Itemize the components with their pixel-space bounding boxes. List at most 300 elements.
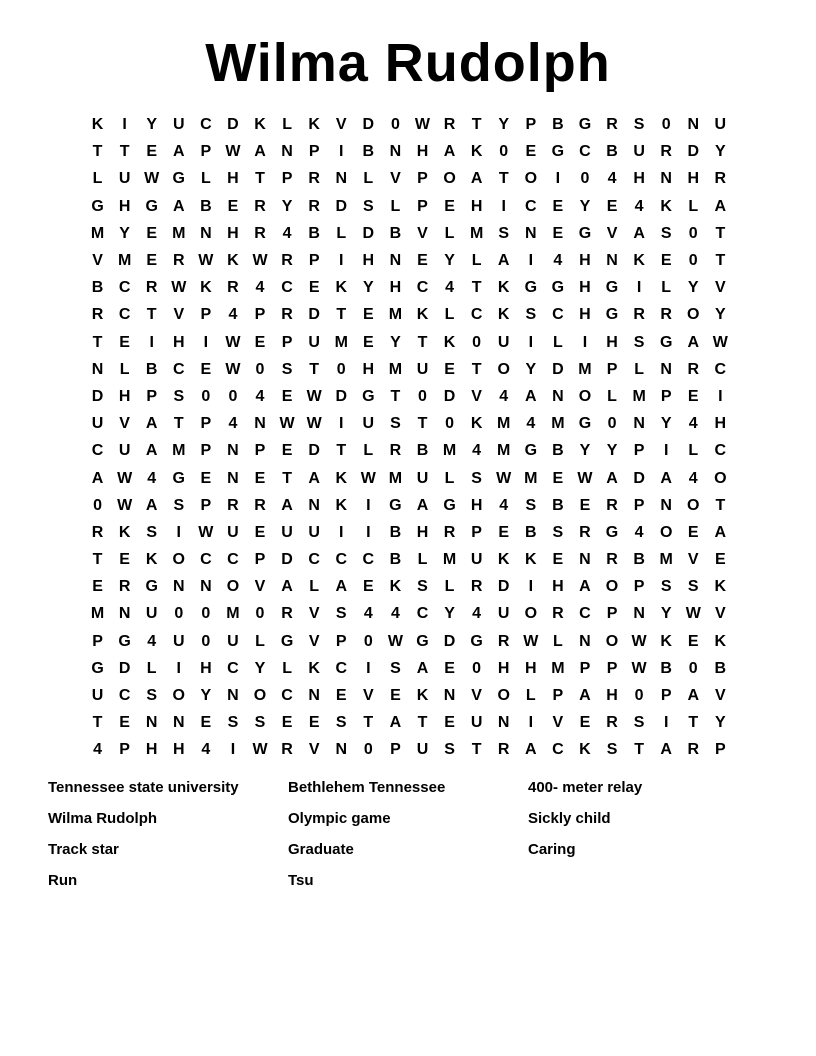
- grid-cell[interactable]: E: [444, 659, 455, 677]
- grid-cell[interactable]: K: [145, 551, 158, 569]
- grid-cell[interactable]: N: [335, 170, 348, 188]
- grid-cell[interactable]: O: [714, 469, 727, 487]
- grid-cell[interactable]: K: [308, 659, 320, 677]
- grid-cell[interactable]: 0: [688, 659, 698, 677]
- grid-cell[interactable]: U: [497, 333, 510, 351]
- grid-cell[interactable]: H: [579, 252, 591, 270]
- grid-cell[interactable]: L: [444, 469, 455, 487]
- grid-cell[interactable]: 0: [688, 252, 698, 270]
- grid-cell[interactable]: I: [339, 523, 344, 541]
- grid-cell[interactable]: 4: [147, 632, 157, 650]
- grid-cell[interactable]: U: [416, 741, 429, 759]
- grid-cell[interactable]: Y: [146, 116, 158, 134]
- grid-cell[interactable]: T: [173, 415, 184, 433]
- grid-cell[interactable]: A: [145, 496, 158, 514]
- grid-cell[interactable]: T: [363, 714, 374, 732]
- grid-cell[interactable]: B: [714, 659, 727, 677]
- grid-cell[interactable]: H: [145, 741, 158, 759]
- grid-cell[interactable]: N: [525, 224, 537, 242]
- grid-cell[interactable]: N: [389, 252, 402, 270]
- grid-cell[interactable]: L: [390, 197, 401, 215]
- grid-cell[interactable]: K: [714, 632, 727, 650]
- grid-cell[interactable]: W: [577, 469, 593, 487]
- grid-cell[interactable]: W: [496, 469, 512, 487]
- grid-cell[interactable]: V: [552, 714, 564, 732]
- grid-cell[interactable]: T: [498, 170, 509, 188]
- grid-cell[interactable]: T: [417, 714, 428, 732]
- grid-cell[interactable]: N: [254, 415, 266, 433]
- grid-cell[interactable]: D: [281, 551, 293, 569]
- grid-cell[interactable]: O: [172, 551, 185, 569]
- grid-cell[interactable]: V: [687, 551, 699, 569]
- grid-cell[interactable]: S: [254, 714, 266, 732]
- grid-cell[interactable]: K: [660, 197, 672, 215]
- grid-cell[interactable]: T: [390, 387, 401, 405]
- grid-cell[interactable]: D: [308, 442, 320, 460]
- grid-cell[interactable]: 0: [580, 170, 590, 188]
- grid-cell[interactable]: G: [362, 387, 375, 405]
- grid-cell[interactable]: C: [416, 605, 429, 623]
- grid-cell[interactable]: S: [173, 387, 185, 405]
- grid-cell[interactable]: M: [90, 605, 105, 623]
- grid-cell[interactable]: H: [579, 279, 591, 297]
- grid-cell[interactable]: E: [146, 252, 158, 270]
- grid-cell[interactable]: D: [552, 360, 564, 378]
- grid-cell[interactable]: R: [227, 279, 239, 297]
- grid-cell[interactable]: R: [660, 143, 672, 161]
- grid-cell[interactable]: M: [442, 551, 457, 569]
- grid-cell[interactable]: I: [528, 252, 534, 270]
- grid-cell[interactable]: N: [497, 714, 510, 732]
- grid-cell[interactable]: K: [254, 116, 266, 134]
- grid-cell[interactable]: 4: [201, 741, 211, 759]
- grid-cell[interactable]: H: [470, 197, 483, 215]
- grid-cell[interactable]: L: [444, 224, 455, 242]
- grid-cell[interactable]: U: [145, 605, 158, 623]
- grid-cell[interactable]: N: [172, 714, 185, 732]
- grid-cell[interactable]: P: [606, 605, 618, 623]
- grid-cell[interactable]: A: [579, 687, 591, 705]
- grid-cell[interactable]: L: [363, 442, 374, 460]
- grid-cell[interactable]: C: [281, 687, 293, 705]
- grid-cell[interactable]: 4: [255, 279, 265, 297]
- grid-cell[interactable]: L: [552, 333, 563, 351]
- grid-cell[interactable]: L: [282, 116, 292, 134]
- grid-cell[interactable]: L: [444, 306, 455, 324]
- grid-cell[interactable]: 0: [174, 605, 184, 623]
- grid-cell[interactable]: S: [335, 605, 347, 623]
- grid-cell[interactable]: S: [390, 659, 401, 677]
- grid-cell[interactable]: E: [200, 714, 212, 732]
- grid-cell[interactable]: Y: [715, 306, 726, 324]
- grid-cell[interactable]: I: [663, 442, 669, 460]
- grid-cell[interactable]: N: [687, 116, 700, 134]
- grid-cell[interactable]: 4: [472, 442, 482, 460]
- grid-cell[interactable]: B: [416, 442, 429, 460]
- grid-cell[interactable]: R: [254, 197, 266, 215]
- grid-cell[interactable]: I: [663, 714, 669, 732]
- grid-cell[interactable]: U: [470, 551, 483, 569]
- grid-cell[interactable]: O: [172, 687, 185, 705]
- grid-cell[interactable]: T: [417, 333, 428, 351]
- grid-cell[interactable]: E: [579, 496, 591, 514]
- grid-cell[interactable]: N: [145, 714, 158, 732]
- grid-cell[interactable]: M: [117, 252, 132, 270]
- grid-cell[interactable]: M: [551, 415, 565, 433]
- grid-cell[interactable]: R: [606, 714, 618, 732]
- grid-cell[interactable]: E: [687, 632, 699, 650]
- grid-cell[interactable]: W: [360, 469, 376, 487]
- grid-cell[interactable]: O: [687, 496, 700, 514]
- grid-cell[interactable]: I: [339, 415, 344, 433]
- grid-cell[interactable]: Y: [606, 442, 618, 460]
- grid-cell[interactable]: S: [660, 224, 672, 242]
- grid-cell[interactable]: D: [443, 632, 456, 650]
- grid-cell[interactable]: 0: [363, 632, 373, 650]
- grid-cell[interactable]: G: [172, 469, 185, 487]
- grid-cell[interactable]: N: [281, 143, 293, 161]
- grid-cell[interactable]: H: [118, 197, 131, 215]
- grid-cell[interactable]: K: [308, 116, 320, 134]
- grid-cell[interactable]: M: [442, 442, 457, 460]
- grid-cell[interactable]: E: [281, 387, 293, 405]
- grid-cell[interactable]: E: [146, 143, 158, 161]
- grid-cell[interactable]: D: [91, 387, 104, 405]
- grid-cell[interactable]: I: [176, 659, 181, 677]
- grid-cell[interactable]: O: [497, 360, 510, 378]
- grid-cell[interactable]: N: [335, 741, 348, 759]
- grid-cell[interactable]: D: [633, 469, 645, 487]
- grid-cell[interactable]: T: [634, 741, 644, 759]
- grid-cell[interactable]: R: [254, 496, 266, 514]
- grid-cell[interactable]: A: [416, 659, 429, 677]
- grid-cell[interactable]: B: [633, 551, 645, 569]
- grid-cell[interactable]: E: [444, 714, 455, 732]
- grid-cell[interactable]: S: [227, 714, 239, 732]
- grid-cell[interactable]: 4: [553, 252, 563, 270]
- grid-cell[interactable]: I: [122, 116, 127, 134]
- grid-cell[interactable]: R: [308, 170, 320, 188]
- grid-cell[interactable]: M: [659, 551, 673, 569]
- grid-cell[interactable]: E: [444, 197, 455, 215]
- grid-cell[interactable]: K: [416, 687, 429, 705]
- grid-cell[interactable]: G: [605, 279, 619, 297]
- grid-cell[interactable]: W: [117, 496, 133, 514]
- grid-cell[interactable]: L: [525, 687, 536, 705]
- grid-cell[interactable]: T: [92, 333, 103, 351]
- grid-cell[interactable]: M: [172, 224, 186, 242]
- grid-cell[interactable]: W: [252, 252, 268, 270]
- grid-cell[interactable]: U: [308, 333, 320, 351]
- grid-cell[interactable]: D: [335, 197, 348, 215]
- grid-cell[interactable]: T: [471, 741, 482, 759]
- grid-cell[interactable]: N: [579, 551, 591, 569]
- grid-cell[interactable]: 0: [472, 333, 482, 351]
- grid-cell[interactable]: L: [119, 360, 130, 378]
- grid-cell[interactable]: U: [470, 714, 483, 732]
- grid-cell[interactable]: D: [118, 659, 131, 677]
- grid-cell[interactable]: R: [172, 252, 185, 270]
- grid-cell[interactable]: I: [528, 578, 534, 596]
- grid-cell[interactable]: K: [335, 469, 348, 487]
- grid-cell[interactable]: C: [714, 360, 727, 378]
- grid-cell[interactable]: T: [92, 714, 103, 732]
- grid-cell[interactable]: K: [714, 578, 727, 596]
- grid-cell[interactable]: P: [254, 551, 266, 569]
- grid-cell[interactable]: 4: [93, 741, 102, 759]
- grid-cell[interactable]: A: [335, 578, 348, 596]
- grid-cell[interactable]: P: [606, 360, 618, 378]
- grid-cell[interactable]: T: [471, 360, 482, 378]
- grid-cell[interactable]: G: [91, 659, 104, 677]
- grid-cell[interactable]: K: [633, 252, 645, 270]
- grid-cell[interactable]: 0: [607, 415, 617, 433]
- grid-cell[interactable]: C: [308, 551, 320, 569]
- grid-cell[interactable]: S: [633, 714, 645, 732]
- grid-cell[interactable]: M: [497, 442, 511, 460]
- grid-cell[interactable]: K: [497, 551, 510, 569]
- grid-cell[interactable]: W: [387, 632, 403, 650]
- grid-cell[interactable]: R: [91, 523, 104, 541]
- grid-cell[interactable]: N: [200, 224, 212, 242]
- grid-cell[interactable]: W: [117, 469, 133, 487]
- grid-cell[interactable]: N: [308, 687, 320, 705]
- grid-cell[interactable]: E: [254, 469, 266, 487]
- grid-cell[interactable]: L: [661, 279, 672, 297]
- grid-cell[interactable]: C: [362, 551, 375, 569]
- grid-cell[interactable]: R: [91, 306, 104, 324]
- grid-cell[interactable]: A: [660, 741, 672, 759]
- grid-cell[interactable]: R: [281, 252, 293, 270]
- grid-cell[interactable]: R: [443, 523, 456, 541]
- grid-cell[interactable]: A: [579, 578, 591, 596]
- grid-cell[interactable]: L: [471, 252, 482, 270]
- grid-cell[interactable]: C: [281, 279, 293, 297]
- grid-cell[interactable]: G: [659, 333, 673, 351]
- grid-cell[interactable]: A: [91, 469, 104, 487]
- grid-cell[interactable]: W: [685, 605, 701, 623]
- grid-cell[interactable]: K: [416, 306, 429, 324]
- grid-cell[interactable]: P: [552, 687, 564, 705]
- grid-cell[interactable]: A: [254, 143, 266, 161]
- grid-cell[interactable]: 0: [390, 116, 400, 134]
- grid-cell[interactable]: E: [362, 578, 374, 596]
- grid-cell[interactable]: M: [90, 224, 105, 242]
- grid-cell[interactable]: R: [633, 306, 645, 324]
- grid-cell[interactable]: D: [335, 387, 348, 405]
- grid-cell[interactable]: A: [660, 469, 672, 487]
- grid-cell[interactable]: L: [607, 387, 617, 405]
- grid-cell[interactable]: T: [336, 442, 347, 460]
- grid-cell[interactable]: C: [118, 279, 131, 297]
- grid-cell[interactable]: 4: [634, 523, 644, 541]
- grid-cell[interactable]: S: [552, 523, 564, 541]
- grid-cell[interactable]: W: [198, 252, 214, 270]
- grid-cell[interactable]: 4: [472, 605, 482, 623]
- grid-cell[interactable]: A: [389, 714, 402, 732]
- grid-cell[interactable]: A: [606, 469, 618, 487]
- grid-cell[interactable]: A: [687, 333, 700, 351]
- grid-cell[interactable]: 4: [499, 387, 509, 405]
- grid-cell[interactable]: Y: [362, 279, 374, 297]
- grid-cell[interactable]: G: [578, 415, 592, 433]
- grid-cell[interactable]: Y: [579, 442, 591, 460]
- grid-cell[interactable]: R: [281, 741, 293, 759]
- grid-cell[interactable]: H: [362, 252, 375, 270]
- grid-cell[interactable]: U: [497, 605, 510, 623]
- grid-cell[interactable]: U: [227, 632, 239, 650]
- grid-cell[interactable]: T: [471, 116, 482, 134]
- grid-cell[interactable]: D: [443, 387, 456, 405]
- grid-cell[interactable]: A: [497, 252, 510, 270]
- grid-cell[interactable]: C: [227, 551, 239, 569]
- grid-cell[interactable]: H: [579, 306, 591, 324]
- grid-cell[interactable]: B: [552, 442, 564, 460]
- grid-cell[interactable]: 0: [336, 360, 346, 378]
- grid-cell[interactable]: B: [660, 659, 672, 677]
- grid-cell[interactable]: G: [145, 197, 158, 215]
- grid-cell[interactable]: R: [714, 170, 727, 188]
- grid-cell[interactable]: C: [335, 551, 348, 569]
- grid-cell[interactable]: T: [92, 143, 103, 161]
- grid-cell[interactable]: S: [498, 224, 510, 242]
- grid-cell[interactable]: 0: [201, 605, 211, 623]
- grid-cell[interactable]: R: [687, 360, 700, 378]
- grid-cell[interactable]: L: [688, 442, 699, 460]
- grid-cell[interactable]: L: [634, 360, 644, 378]
- grid-cell[interactable]: N: [633, 605, 645, 623]
- grid-cell[interactable]: E: [579, 714, 591, 732]
- grid-cell[interactable]: R: [497, 741, 510, 759]
- grid-cell[interactable]: O: [226, 578, 240, 596]
- grid-cell[interactable]: E: [525, 143, 537, 161]
- grid-cell[interactable]: T: [471, 279, 482, 297]
- grid-cell[interactable]: P: [200, 306, 212, 324]
- grid-cell[interactable]: 0: [255, 360, 265, 378]
- grid-cell[interactable]: G: [389, 496, 402, 514]
- grid-cell[interactable]: T: [715, 496, 726, 514]
- grid-cell[interactable]: P: [417, 197, 428, 215]
- grid-cell[interactable]: P: [281, 333, 293, 351]
- grid-cell[interactable]: V: [308, 632, 320, 650]
- grid-cell[interactable]: I: [230, 741, 236, 759]
- grid-cell[interactable]: C: [200, 116, 212, 134]
- grid-cell[interactable]: G: [551, 279, 565, 297]
- grid-cell[interactable]: T: [715, 252, 726, 270]
- grid-cell[interactable]: S: [146, 687, 158, 705]
- grid-cell[interactable]: S: [525, 306, 537, 324]
- grid-cell[interactable]: H: [606, 687, 618, 705]
- grid-cell[interactable]: V: [471, 687, 482, 705]
- grid-cell[interactable]: G: [118, 632, 131, 650]
- grid-cell[interactable]: W: [198, 523, 214, 541]
- grid-cell[interactable]: A: [470, 170, 483, 188]
- grid-cell[interactable]: I: [203, 333, 209, 351]
- grid-cell[interactable]: U: [633, 143, 645, 161]
- grid-cell[interactable]: A: [525, 741, 537, 759]
- grid-cell[interactable]: G: [145, 578, 158, 596]
- grid-cell[interactable]: Y: [715, 143, 726, 161]
- grid-cell[interactable]: B: [389, 224, 402, 242]
- grid-cell[interactable]: E: [200, 360, 212, 378]
- grid-cell[interactable]: K: [497, 306, 510, 324]
- grid-cell[interactable]: P: [92, 632, 103, 650]
- grid-cell[interactable]: Y: [444, 605, 455, 623]
- grid-cell[interactable]: T: [255, 170, 265, 188]
- grid-cell[interactable]: I: [366, 496, 371, 514]
- grid-cell[interactable]: C: [470, 306, 483, 324]
- grid-cell[interactable]: C: [118, 687, 131, 705]
- grid-cell[interactable]: U: [227, 523, 239, 541]
- grid-cell[interactable]: A: [416, 496, 429, 514]
- grid-cell[interactable]: 0: [228, 387, 238, 405]
- grid-cell[interactable]: I: [176, 523, 181, 541]
- grid-cell[interactable]: P: [633, 496, 645, 514]
- grid-cell[interactable]: R: [606, 551, 618, 569]
- grid-cell[interactable]: P: [417, 170, 428, 188]
- grid-cell[interactable]: K: [335, 279, 348, 297]
- grid-cell[interactable]: W: [414, 116, 431, 134]
- grid-cell[interactable]: I: [149, 333, 154, 351]
- grid-cell[interactable]: 4: [282, 224, 292, 242]
- grid-cell[interactable]: V: [308, 605, 320, 623]
- grid-cell[interactable]: B: [389, 551, 402, 569]
- grid-cell[interactable]: P: [660, 387, 672, 405]
- grid-cell[interactable]: H: [552, 578, 564, 596]
- grid-cell[interactable]: P: [200, 496, 212, 514]
- grid-cell[interactable]: 0: [418, 387, 427, 405]
- grid-cell[interactable]: E: [281, 442, 293, 460]
- grid-cell[interactable]: G: [470, 632, 483, 650]
- grid-cell[interactable]: P: [281, 170, 293, 188]
- grid-cell[interactable]: H: [470, 496, 483, 514]
- grid-cell[interactable]: I: [636, 279, 642, 297]
- grid-cell[interactable]: B: [91, 279, 104, 297]
- grid-cell[interactable]: B: [389, 523, 402, 541]
- grid-cell[interactable]: O: [578, 387, 592, 405]
- grid-cell[interactable]: K: [470, 143, 483, 161]
- grid-cell[interactable]: U: [118, 170, 131, 188]
- grid-cell[interactable]: K: [470, 415, 483, 433]
- grid-cell[interactable]: E: [660, 252, 672, 270]
- grid-cell[interactable]: C: [525, 197, 537, 215]
- grid-cell[interactable]: C: [579, 605, 591, 623]
- grid-cell[interactable]: 4: [688, 415, 698, 433]
- grid-cell[interactable]: N: [227, 469, 239, 487]
- grid-cell[interactable]: S: [146, 523, 158, 541]
- grid-cell[interactable]: A: [633, 224, 645, 242]
- grid-cell[interactable]: E: [281, 714, 293, 732]
- grid-cell[interactable]: H: [227, 224, 239, 242]
- grid-cell[interactable]: 0: [445, 415, 454, 433]
- grid-cell[interactable]: 0: [93, 496, 102, 514]
- grid-cell[interactable]: S: [444, 741, 455, 759]
- grid-cell[interactable]: P: [308, 143, 320, 161]
- grid-cell[interactable]: V: [715, 279, 726, 297]
- grid-cell[interactable]: P: [119, 741, 130, 759]
- grid-cell[interactable]: A: [443, 143, 456, 161]
- grid-cell[interactable]: V: [715, 687, 726, 705]
- grid-cell[interactable]: L: [309, 578, 320, 596]
- grid-cell[interactable]: 4: [688, 469, 698, 487]
- grid-cell[interactable]: R: [660, 306, 672, 324]
- grid-cell[interactable]: N: [660, 496, 672, 514]
- grid-cell[interactable]: E: [715, 551, 726, 569]
- grid-cell[interactable]: N: [91, 360, 104, 378]
- grid-cell[interactable]: P: [633, 578, 645, 596]
- grid-cell[interactable]: W: [225, 333, 241, 351]
- grid-cell[interactable]: P: [660, 687, 672, 705]
